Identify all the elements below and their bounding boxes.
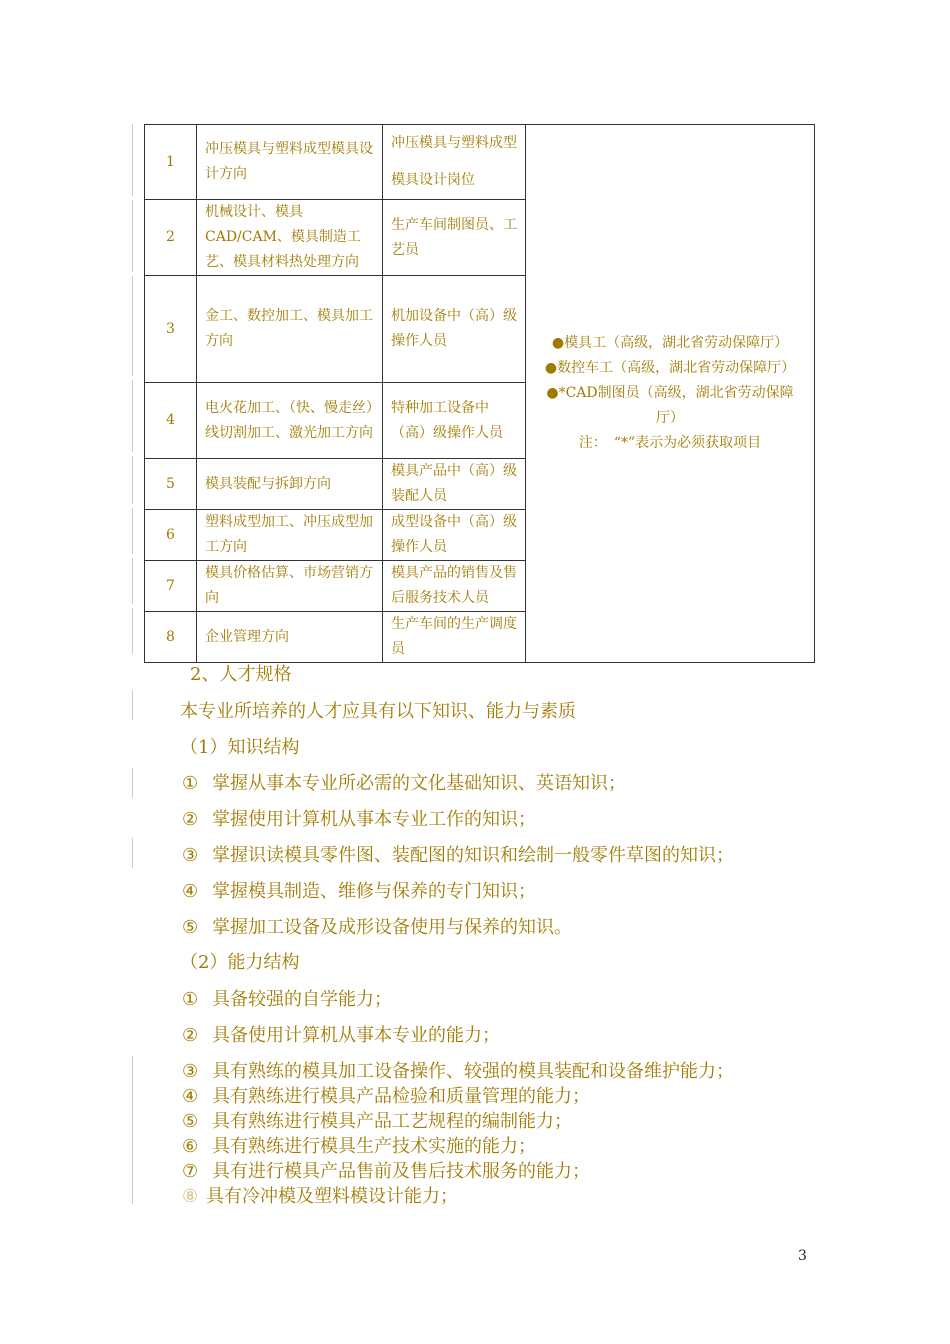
direction-cell: 企业管理方向 [197,612,383,663]
position-cell: 模具产品中（高）级装配人员 [383,459,526,510]
knowledge-item [182,913,572,939]
item-text: 具有熟练进行模具产品检验和质量管理的能力； [212,1086,590,1107]
cert-line-1: ●模具工（高级，湖北省劳动保障厅） [551,335,789,351]
item-number: ⑤ [182,917,199,938]
item-text: 掌握加工设备及成形设备使用与保养的知识。 [212,917,572,938]
margin-mark [132,124,133,196]
margin-mark [132,608,133,654]
row-number: 2 [145,200,197,276]
item-text: 具备较强的自学能力； [212,989,392,1010]
margin-mark [132,690,133,720]
item-text: 掌握模具制造、维修与保养的专门知识； [212,881,536,902]
ability-item [182,1157,590,1183]
page-number: 3 [798,1248,807,1264]
direction-cell: 机械设计、模具CAD/CAM、模具制造工艺、模具材料热处理方向 [197,200,383,276]
margin-mark [132,1056,133,1204]
knowledge-item [182,841,734,867]
row-number: 7 [145,561,197,612]
item-number: ⑦ [182,1161,199,1182]
section-title: 2、人才规格 [190,664,292,685]
cert-line-3: ●*CAD制图员（高级，湖北省劳动保障 [546,385,794,401]
direction-cell: 模具价格估算、市场营销方向 [197,561,383,612]
item-number: ② [182,809,199,830]
ability-item [182,1021,500,1047]
margin-mark [132,508,133,554]
section-intro: 本专业所培养的人才应具有以下知识、能力与素质 [180,701,576,722]
direction-cell: 冲压模具与塑料成型模具设计方向 [197,125,383,200]
direction-cell: 电火花加工、（快、慢走丝）线切割加工、激光加工方向 [197,383,383,459]
row-number: 5 [145,459,197,510]
item-number: ① [182,989,199,1010]
direction-cell: 金工、数控加工、模具加工方向 [197,276,383,383]
item-number: ① [182,773,199,794]
career-table [144,124,815,663]
ability-item [182,1107,572,1133]
row-number: 3 [145,276,197,383]
margin-mark [132,200,133,272]
row-number: 4 [145,383,197,459]
position-cell: 生产车间制图员、工艺员 [383,200,526,276]
margin-mark [132,558,133,604]
ability-item [182,1132,536,1158]
position-cell: 冲压模具与塑料成型模具设计岗位 [383,125,526,200]
ability-item [182,1182,458,1208]
item-number: ⑧ [182,1186,199,1207]
margin-mark [132,838,133,868]
ability-title: （2）能力结构 [180,952,300,973]
table-row [145,125,815,200]
item-text: 具有熟练进行模具生产技术实施的能力； [212,1136,536,1157]
item-text: 具备使用计算机从事本专业的能力； [212,1025,500,1046]
position-cell: 模具产品的销售及售后服务技术人员 [383,561,526,612]
position-cell: 机加设备中（高）级操作人员 [383,276,526,383]
item-number: ⑤ [182,1111,199,1132]
item-number: ⑥ [182,1136,199,1157]
item-text: 掌握从事本专业所必需的文化基础知识、英语知识； [212,773,626,794]
knowledge-item [182,805,536,831]
margin-mark [132,768,133,798]
cert-line-4: 厅） [656,410,684,426]
ability-item [182,1082,590,1108]
direction-cell: 模具装配与拆卸方向 [197,459,383,510]
position-cell: 生产车间的生产调度员 [383,612,526,663]
knowledge-title: （1）知识结构 [180,737,300,758]
item-number: ④ [182,881,199,902]
margin-mark [132,380,133,452]
cert-note: 注： “*”表示为必须获取项目 [578,435,762,451]
item-number: ③ [182,1061,199,1082]
certificate-cell [526,125,815,663]
item-text: 具有熟练进行模具产品工艺规程的编制能力； [212,1111,572,1132]
position-cell: 成型设备中（高）级操作人员 [383,510,526,561]
row-number: 1 [145,125,197,200]
item-number: ④ [182,1086,199,1107]
knowledge-item [182,769,626,795]
cert-line-2: ●数控车工（高级，湖北省劳动保障厅） [544,360,796,376]
item-text: 掌握使用计算机从事本专业工作的知识； [212,809,536,830]
item-text: 具有进行模具产品售前及售后技术服务的能力； [212,1161,590,1182]
margin-mark [132,456,133,504]
margin-mark [132,276,133,376]
item-number: ② [182,1025,199,1046]
item-number: ③ [182,845,199,866]
ability-item [182,985,392,1011]
knowledge-item [182,877,536,903]
row-number: 6 [145,510,197,561]
ability-item [182,1057,734,1083]
item-text: 具有冷冲模及塑料模设计能力； [206,1186,458,1207]
item-text: 掌握识读模具零件图、装配图的知识和绘制一般零件草图的知识； [212,845,734,866]
position-cell: 特种加工设备中（高）级操作人员 [383,383,526,459]
direction-cell: 塑料成型加工、冲压成型加工方向 [197,510,383,561]
item-text: 具有熟练的模具加工设备操作、较强的模具装配和设备维护能力； [212,1061,734,1082]
row-number: 8 [145,612,197,663]
